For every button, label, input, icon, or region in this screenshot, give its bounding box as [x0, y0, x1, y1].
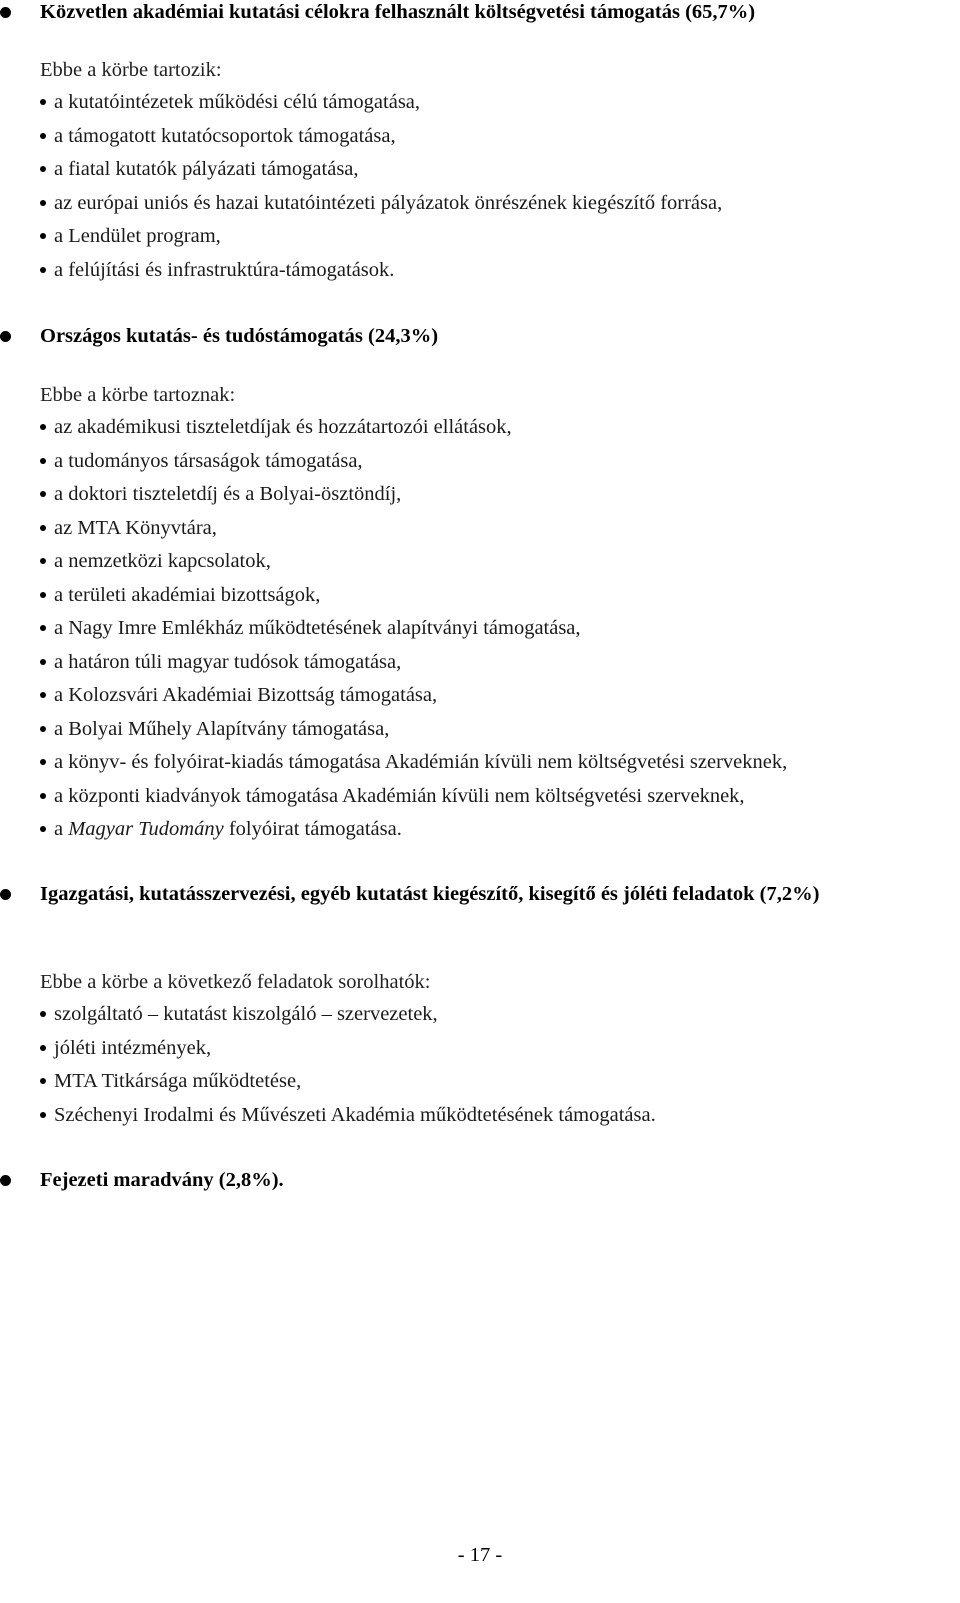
list-item: jóléti intézmények,: [40, 1033, 656, 1067]
bullet-dot: [40, 625, 46, 631]
bullet-dot: [40, 793, 46, 799]
list-item: Széchenyi Irodalmi és Művészeti Akadémia működtetésének támogatása.: [40, 1100, 656, 1134]
bullet-dot: [40, 1011, 46, 1017]
bullet-dot: [40, 133, 46, 139]
list-item: a Kolozsvári Akadémiai Bizottság támogatása,: [40, 680, 787, 714]
bullet-dot: [40, 558, 46, 564]
list-item: szolgáltató – kutatást kiszolgáló – szervezetek,: [40, 999, 656, 1033]
list-item: a fiatal kutatók pályázati támogatása,: [40, 154, 722, 188]
bullet-dot: [40, 424, 46, 430]
section-heading: Igazgatási, kutatásszervezési, egyéb kutatást kiegészítő, kisegítő és jóléti feladatok (7,2%): [40, 883, 820, 905]
list-item: az MTA Könyvtára,: [40, 513, 787, 547]
sub-list: [40, 412, 787, 848]
bullet-dot: [40, 491, 46, 497]
bullet-dot: [40, 692, 46, 698]
section-heading: Országos kutatás- és tudóstámogatás (24,3%): [40, 325, 439, 347]
main-bullet: [0, 7, 11, 18]
bullet-dot: [40, 659, 46, 665]
list-item: a felújítási és infrastruktúra-támogatások.: [40, 255, 722, 289]
main-bullet: [0, 889, 11, 900]
bullet-dot: [40, 1045, 46, 1051]
list-item: az akadémikusi tiszteletdíjak és hozzátartozói ellátások,: [40, 412, 787, 446]
list-item: a határon túli magyar tudósok támogatása,: [40, 647, 787, 681]
bullet-dot: [40, 726, 46, 732]
section-intro: Ebbe a körbe tartoznak:: [40, 384, 236, 406]
list-item: a Nagy Imre Emlékház működtetésének alapítványi támogatása,: [40, 613, 787, 647]
list-item: a tudományos társaságok támogatása,: [40, 446, 787, 480]
sub-list: [40, 999, 656, 1133]
bullet-dot: [40, 525, 46, 531]
list-item: az európai uniós és hazai kutatóintézeti pályázatok önrészének kiegészítő forrása,: [40, 188, 722, 222]
list-item: a területi akadémiai bizottságok,: [40, 580, 787, 614]
bullet-dot: [40, 166, 46, 172]
section-heading: Közvetlen akadémiai kutatási célokra felhasznált költségvetési támogatás (65,7%): [40, 1, 756, 23]
page-number: - 17 -: [457, 1544, 503, 1566]
section-heading: Fejezeti maradvány (2,8%).: [40, 1169, 284, 1191]
list-item: a támogatott kutatócsoportok támogatása,: [40, 121, 722, 155]
list-item: a Magyar Tudomány folyóirat támogatása.: [40, 814, 787, 848]
bullet-dot: [40, 826, 46, 832]
main-bullet: [0, 1175, 11, 1186]
bullet-dot: [40, 592, 46, 598]
bullet-dot: [40, 200, 46, 206]
bullet-dot: [40, 1078, 46, 1084]
bullet-dot: [40, 267, 46, 273]
list-item: MTA Titkársága működtetése,: [40, 1066, 656, 1100]
bullet-dot: [40, 458, 46, 464]
bullet-dot: [40, 1112, 46, 1118]
main-bullet: [0, 331, 11, 342]
sub-list: [40, 87, 722, 288]
list-item: a könyv- és folyóirat-kiadás támogatása Akadémián kívüli nem költségvetési szerveknek,: [40, 747, 787, 781]
bullet-dot: [40, 99, 46, 105]
bullet-dot: [40, 759, 46, 765]
list-item: a nemzetközi kapcsolatok,: [40, 546, 787, 580]
list-item: a kutatóintézetek működési célú támogatása,: [40, 87, 722, 121]
list-item: a központi kiadványok támogatása Akadémián kívüli nem költségvetési szerveknek,: [40, 781, 787, 815]
section-intro: Ebbe a körbe a következő feladatok sorolhatók:: [40, 971, 431, 993]
section-intro: Ebbe a körbe tartozik:: [40, 59, 222, 81]
list-item: a Bolyai Műhely Alapítvány támogatása,: [40, 714, 787, 748]
bullet-dot: [40, 233, 46, 239]
list-item: a Lendület program,: [40, 221, 722, 255]
list-item: a doktori tiszteletdíj és a Bolyai-ösztöndíj,: [40, 479, 787, 513]
journal-title: Magyar Tudomány: [68, 818, 224, 840]
